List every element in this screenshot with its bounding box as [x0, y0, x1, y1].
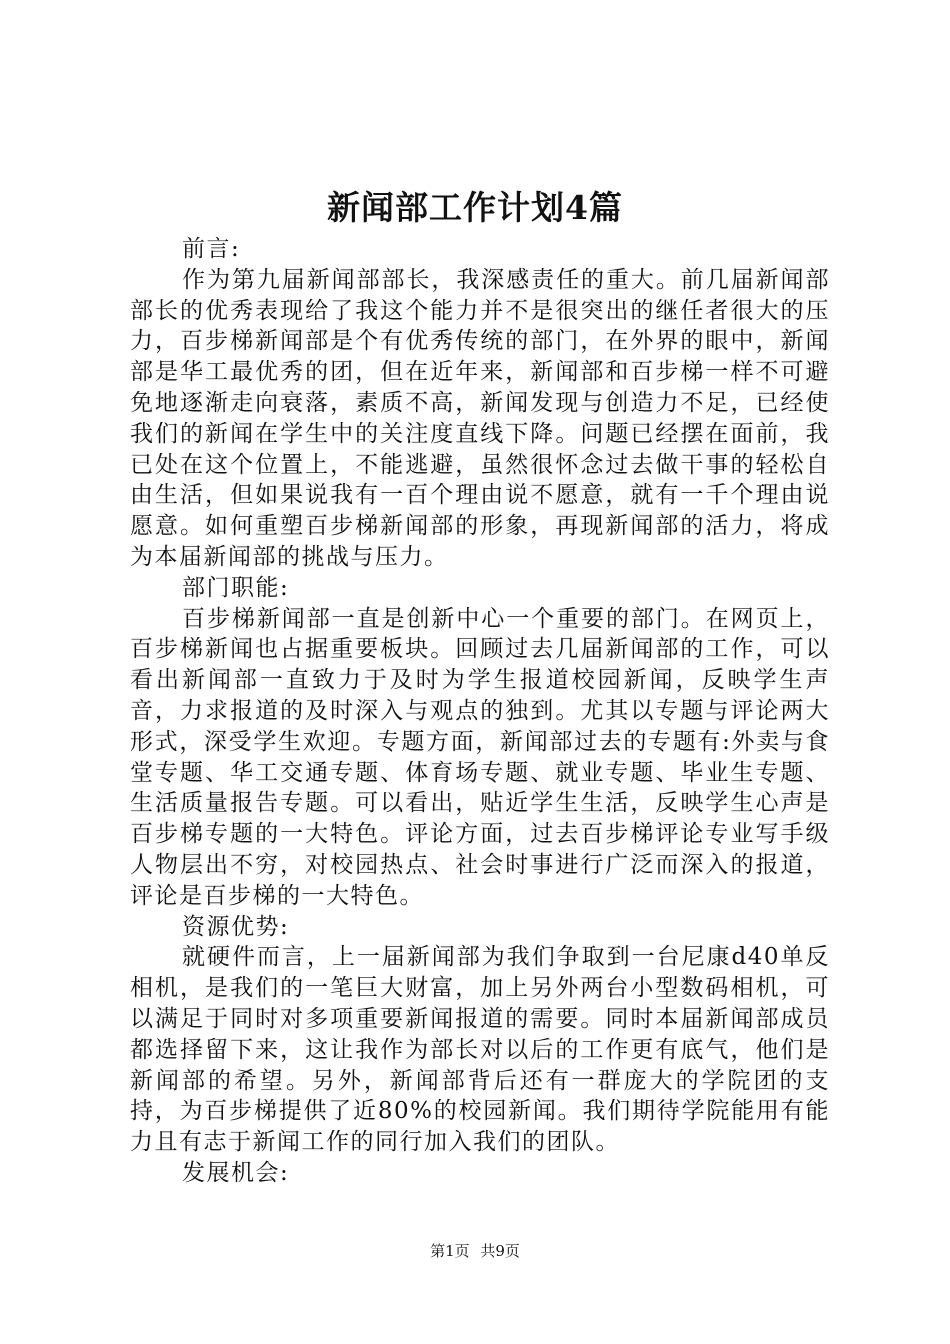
- page-total: 共9页: [480, 1242, 520, 1260]
- section-heading-resources: 资源优势:: [182, 913, 290, 940]
- page-number: 第1页: [430, 1242, 470, 1260]
- section-heading-preface: 前言:: [182, 236, 241, 262]
- document-body: [130, 234, 830, 1189]
- paragraph-functions: 百步梯新闻部一直是创新中心一个重要的部门。在网页上，百步梯新闻也占据重要板块。回顾过去几届新闻部的工作，可以看出新闻部一直致力于及时为学生报道校园新闻，反映学生声音，力求报道的及时深入与观点的独到。尤其以专题与评论两大形式，深受学生欢迎。专题方面，新闻部过去的专题有:外卖与食堂专题、华工交通专题、体育场专题、就业专题、毕业生专题、生活质量报告专题。可以看出，贴近学生生活，反映学生心声是百步梯专题的一大特色。评论方面，过去百步梯评论专业写手级人物层出不穷，对校园热点、社会时事进行广泛而深入的报道，评论是百步梯的一大特色。: [130, 605, 830, 909]
- document-title: 新闻部工作计划4篇: [327, 188, 623, 227]
- section-heading-functions: 部门职能:: [182, 574, 290, 601]
- paragraph-preface: 作为第九届新闻部部长，我深感责任的重大。前几届新闻部部长的优秀表现给了我这个能力并不是很突出的继任者很大的压力，百步梯新闻部是个有优秀传统的部门，在外界的眼中，新闻部是华工最优秀的团，但在近年来，新闻部和百步梯一样不可避免地逐渐走向衰落，素质不高，新闻发现与创造力不足，已经使我们的新闻在学生中的关注度直线下降。问题已经摆在面前，我已处在这个位置上，不能逃避，虽然很怀念过去做干事的轻松自由生活，但如果说我有一百个理由说不愿意，就有一千个理由说愿意。如何重塑百步梯新闻部的形象，再现新闻部的活力，将成为本届新闻部的挑战与压力。: [130, 266, 830, 570]
- page-footer: [0, 1240, 950, 1262]
- section-heading-opportunities: 发展机会:: [182, 1159, 290, 1186]
- paragraph-resources: 就硬件而言，上一届新闻部为我们争取到一台尼康d40单反相机，是我们的一笔巨大财富，加上另外两台小型数码相机，可以满足于同时对多项重要新闻报道的需要。同时本届新闻部成员都选择留下来，这让我作为部长对以后的工作更有底气，他们是新闻部的希望。另外，新闻部背后还有一群庞大的学院团的支持，为百步梯提供了近80%的校园新闻。我们期待学院能用有能力且有志于新闻工作的同行加入我们的团队。: [130, 944, 830, 1156]
